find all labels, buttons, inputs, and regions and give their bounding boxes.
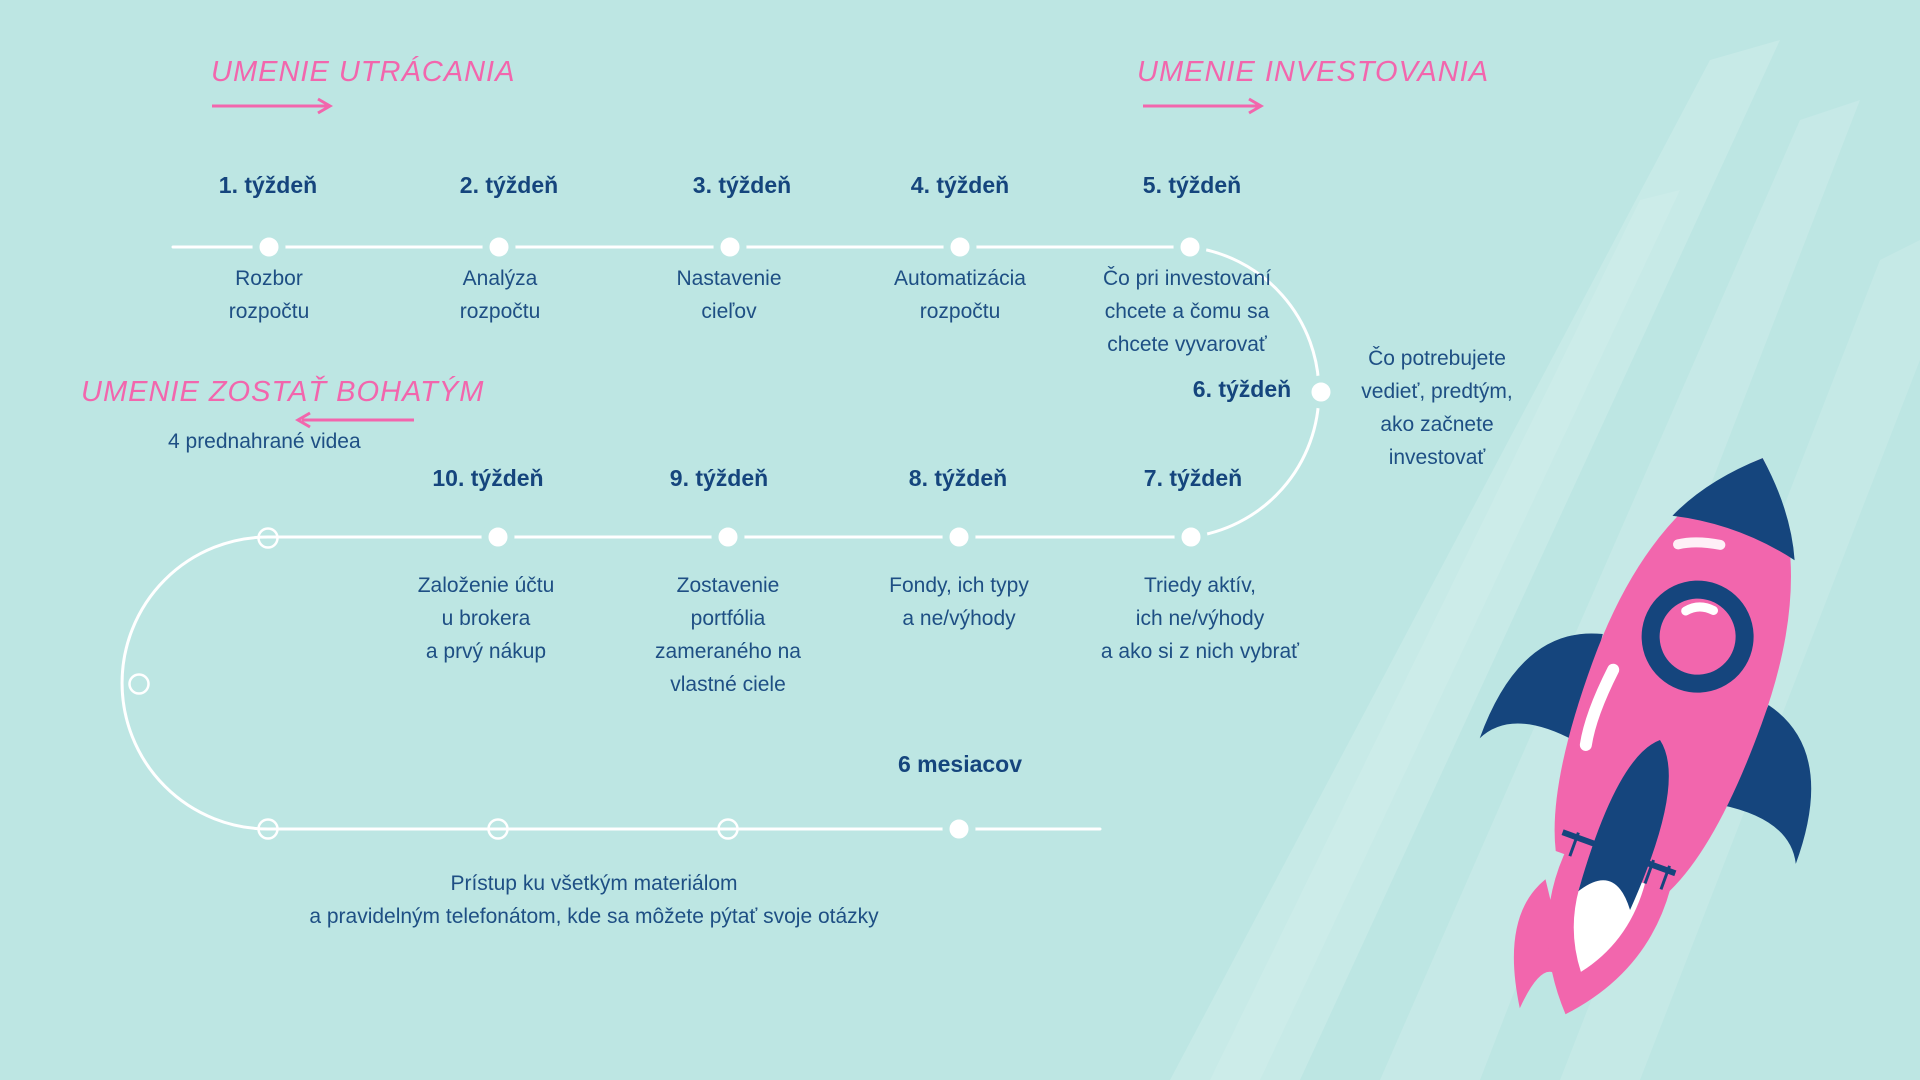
week-8-description	[829, 569, 1089, 635]
desc-line: Automatizácia	[894, 267, 1026, 290]
desc-line: Zostavenie	[676, 574, 780, 597]
week-10-description	[356, 569, 616, 668]
node-week-7	[1178, 524, 1204, 550]
desc-line: a pravidelným telefonátom, kde sa môžete pýtať svoje otázky	[309, 905, 879, 928]
arrow-left-icon	[290, 408, 420, 432]
week-3-label: 3. týždeň	[692, 172, 792, 198]
section-title-staying-rich: UMENIE ZOSTAŤ BOHATÝM	[81, 376, 485, 408]
node-open-5	[719, 820, 738, 839]
desc-line: Čo pri investovaní	[1102, 267, 1272, 290]
week-10-label: 10. týždeň	[432, 465, 544, 491]
desc-line: a ako si z nich vybrať	[1100, 640, 1300, 663]
desc-line: chcete a čomu sa	[1104, 300, 1270, 323]
arrow-right-icon	[210, 94, 340, 118]
node-week-2	[486, 234, 512, 260]
week-4-label: 4. týždeň	[910, 172, 1010, 198]
week-5-description	[1057, 262, 1317, 361]
desc-line: chcete vyvarovať	[1107, 333, 1267, 356]
week-9-label: 9. týždeň	[669, 465, 769, 491]
month-6-label: 6 mesiacov	[897, 751, 1023, 777]
desc-line: Fondy, ich typy	[889, 574, 1029, 597]
desc-line: Prístup ku všetkým materiálom	[450, 872, 738, 895]
desc-line: Rozbor	[235, 267, 303, 290]
node-week-9	[715, 524, 741, 550]
desc-line: zameraného na	[655, 640, 801, 663]
desc-line: a prvý nákup	[425, 640, 547, 663]
desc-line: cieľov	[701, 300, 757, 323]
node-open-2	[130, 675, 149, 694]
desc-line: Nastavenie	[676, 267, 782, 290]
week-4-description	[830, 262, 1090, 328]
week-1-description	[139, 262, 399, 328]
desc-line: rozpočtu	[228, 300, 310, 323]
node-open-3	[259, 820, 278, 839]
node-open-1	[259, 529, 278, 548]
node-open-4	[489, 820, 508, 839]
month-6-description	[274, 867, 914, 933]
section-title-spending: UMENIE UTRÁCANIA	[211, 56, 516, 88]
desc-line: u brokera	[441, 607, 531, 630]
arrow-right-icon	[1141, 94, 1271, 118]
section-title-investing: UMENIE INVESTOVANIA	[1137, 56, 1490, 88]
week-1-label: 1. týždeň	[218, 172, 318, 198]
week-7-description	[1070, 569, 1330, 668]
week-2-description	[370, 262, 630, 328]
desc-line: Triedy aktív,	[1143, 574, 1257, 597]
rocket-icon	[1450, 440, 1870, 1040]
node-week-8	[946, 524, 972, 550]
desc-line: rozpočtu	[459, 300, 541, 323]
node-week-5	[1177, 234, 1203, 260]
week-8-label: 8. týždeň	[908, 465, 1008, 491]
week-3-description	[599, 262, 859, 328]
desc-line: investovať	[1388, 446, 1486, 469]
desc-line: vedieť, predtým,	[1361, 380, 1513, 403]
desc-line: portfólia	[690, 607, 766, 630]
week-9-description	[598, 569, 858, 701]
node-week-1	[256, 234, 282, 260]
node-week-4	[947, 234, 973, 260]
desc-line: ako začnete	[1380, 413, 1494, 436]
desc-line: Čo potrebujete	[1368, 347, 1506, 370]
desc-line: vlastné ciele	[670, 673, 786, 696]
desc-line: Založenie účtu	[417, 574, 555, 597]
node-month-6	[946, 816, 972, 842]
week-5-label: 5. týždeň	[1142, 172, 1242, 198]
desc-line: rozpočtu	[919, 300, 1001, 323]
node-week-3	[717, 234, 743, 260]
node-week-10	[485, 524, 511, 550]
week-6-label: 6. týždeň	[1192, 376, 1292, 402]
staying-rich-note: 4 prednahrané videa	[168, 430, 361, 453]
week-2-label: 2. týždeň	[459, 172, 559, 198]
week-7-label: 7. týždeň	[1143, 465, 1243, 491]
desc-line: ich ne/výhody	[1135, 607, 1265, 630]
desc-line: a ne/výhody	[902, 607, 1016, 630]
desc-line: Analýza	[462, 267, 538, 290]
